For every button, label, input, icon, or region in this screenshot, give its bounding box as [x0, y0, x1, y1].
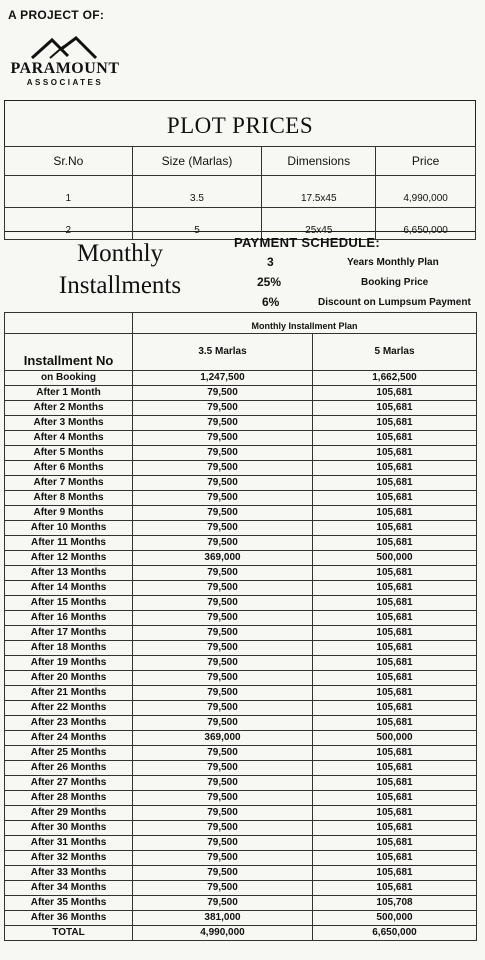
installment-amount: 105,681 [313, 791, 477, 806]
installment-label: After 25 Months [5, 746, 133, 761]
plot-table-header [5, 147, 476, 176]
installment-amount: 105,681 [313, 851, 477, 866]
installment-label: After 26 Months [5, 761, 133, 776]
installment-amount: 500,000 [313, 731, 477, 746]
table-row [5, 536, 477, 551]
schedule-label: Years Monthly Plan [347, 257, 439, 268]
installment-amount: 79,500 [133, 716, 313, 731]
installment-label: After 17 Months [5, 626, 133, 641]
installment-label: After 22 Months [5, 701, 133, 716]
table-row [5, 791, 477, 806]
cell: 2 [5, 208, 133, 240]
installment-amount: 105,681 [313, 686, 477, 701]
installment-amount: 79,500 [133, 776, 313, 791]
installment-label: After 34 Months [5, 881, 133, 896]
installment-amount: 79,500 [133, 461, 313, 476]
cell: 1 [5, 176, 133, 208]
table-row [5, 896, 477, 911]
cell: 3.5 [132, 176, 262, 208]
installment-label: After 10 Months [5, 521, 133, 536]
table-row [5, 701, 477, 716]
installment-label: After 12 Months [5, 551, 133, 566]
blank-cell [5, 313, 133, 334]
installment-amount: 79,500 [133, 506, 313, 521]
installment-amount: 105,681 [313, 761, 477, 776]
installment-amount: 79,500 [133, 521, 313, 536]
table-row [5, 401, 477, 416]
installment-label: After 11 Months [5, 536, 133, 551]
installment-label: After 2 Months [5, 401, 133, 416]
installment-amount: 79,500 [133, 761, 313, 776]
installment-label: After 31 Months [5, 836, 133, 851]
table-row [5, 416, 477, 431]
table-row [5, 821, 477, 836]
installment-amount: 105,681 [313, 536, 477, 551]
table-row [5, 656, 477, 671]
schedule-value: 6% [262, 295, 280, 309]
table-row [5, 476, 477, 491]
installment-amount: 105,681 [313, 806, 477, 821]
table-row [5, 746, 477, 761]
company-name: PARAMOUNT [10, 60, 120, 77]
table-row [5, 731, 477, 746]
table-row [5, 461, 477, 476]
installment-amount: 105,681 [313, 506, 477, 521]
cell: 17.5x45 [262, 176, 376, 208]
installment-label: After 13 Months [5, 566, 133, 581]
installment-amount: 79,500 [133, 566, 313, 581]
cell: 4,990,000 [376, 176, 476, 208]
installment-label: After 6 Months [5, 461, 133, 476]
table-row [5, 776, 477, 791]
installment-amount: 105,681 [313, 446, 477, 461]
installment-amount: 79,500 [133, 491, 313, 506]
installment-amount: 105,681 [313, 836, 477, 851]
table-row [5, 551, 477, 566]
company-subtitle: ASSOCIATES [26, 78, 104, 87]
installment-table [4, 312, 477, 941]
installment-label: After 3 Months [5, 416, 133, 431]
installment-amount: 105,681 [313, 476, 477, 491]
installment-label: After 8 Months [5, 491, 133, 506]
table-row [5, 686, 477, 701]
col-size: Size (Marlas) [132, 147, 262, 176]
installment-amount: 369,000 [133, 551, 313, 566]
installment-amount: 105,681 [313, 866, 477, 881]
installment-amount: 105,681 [313, 416, 477, 431]
installment-label: After 36 Months [5, 911, 133, 926]
installment-amount: 105,681 [313, 881, 477, 896]
table-row [5, 431, 477, 446]
installment-label: on Booking [5, 371, 133, 386]
installment-amount: 105,681 [313, 611, 477, 626]
heading-line: Monthly [76, 240, 164, 267]
installment-amount: 105,681 [313, 386, 477, 401]
heading-line: Installments [58, 272, 182, 299]
installment-amount: 79,500 [133, 536, 313, 551]
installment-label: After 9 Months [5, 506, 133, 521]
installment-label: After 30 Months [5, 821, 133, 836]
installment-amount: 105,681 [313, 641, 477, 656]
schedule-label: Booking Price [361, 277, 429, 288]
installment-column-header-row [5, 334, 477, 371]
monthly-installments-heading [30, 238, 210, 302]
installment-label: After 32 Months [5, 851, 133, 866]
installment-amount: 79,500 [133, 596, 313, 611]
installment-amount: 79,500 [133, 416, 313, 431]
table-row [5, 926, 477, 941]
table-row [5, 176, 476, 208]
plot-prices-box [4, 100, 476, 236]
installment-label: After 18 Months [5, 641, 133, 656]
col-sr-no: Sr.No [5, 147, 133, 176]
installment-amount: 105,681 [313, 626, 477, 641]
roof-logo-icon [30, 36, 100, 62]
table-row [5, 806, 477, 821]
installment-amount: 79,500 [133, 401, 313, 416]
installment-amount: 79,500 [133, 641, 313, 656]
project-label: A PROJECT OF: [8, 8, 105, 22]
installment-header-row [5, 313, 477, 334]
installment-amount: 105,708 [313, 896, 477, 911]
table-row [5, 641, 477, 656]
table-row [5, 911, 477, 926]
installment-label: After 4 Months [5, 431, 133, 446]
installment-label: After 20 Months [5, 671, 133, 686]
table-row [5, 596, 477, 611]
installment-amount: 79,500 [133, 611, 313, 626]
cell: 5 [132, 208, 262, 240]
installment-label: After 35 Months [5, 896, 133, 911]
installment-amount: 105,681 [313, 401, 477, 416]
schedule-value: 3 [267, 255, 274, 269]
installment-label: After 29 Months [5, 806, 133, 821]
payment-schedule-title: PAYMENT SCHEDULE: [234, 235, 380, 250]
installment-amount: 4,990,000 [133, 926, 313, 941]
plot-prices-title: PLOT PRICES [166, 113, 314, 138]
installment-amount: 369,000 [133, 731, 313, 746]
installment-amount: 105,681 [313, 431, 477, 446]
installment-amount: 79,500 [133, 671, 313, 686]
installment-amount: 79,500 [133, 746, 313, 761]
table-row [5, 386, 477, 401]
cell: 6,650,000 [376, 208, 476, 240]
installment-amount: 79,500 [133, 446, 313, 461]
installment-amount: 1,247,500 [133, 371, 313, 386]
table-row [5, 611, 477, 626]
installment-amount: 79,500 [133, 821, 313, 836]
installment-label: After 28 Months [5, 791, 133, 806]
installment-label: After 5 Months [5, 446, 133, 461]
installment-label: After 24 Months [5, 731, 133, 746]
installment-amount: 105,681 [313, 581, 477, 596]
installment-amount: 105,681 [313, 566, 477, 581]
installment-label: After 15 Months [5, 596, 133, 611]
schedule-value: 25% [257, 275, 282, 289]
installment-label: After 33 Months [5, 866, 133, 881]
installment-label: After 19 Months [5, 656, 133, 671]
installment-amount: 500,000 [313, 551, 477, 566]
installment-label: After 14 Months [5, 581, 133, 596]
table-row [5, 626, 477, 641]
table-row [5, 491, 477, 506]
installment-amount: 105,681 [313, 776, 477, 791]
installment-amount: 1,662,500 [313, 371, 477, 386]
plot-prices-table [4, 146, 476, 240]
table-row [5, 836, 477, 851]
table-row [5, 521, 477, 536]
installment-label: After 7 Months [5, 476, 133, 491]
table-row [5, 671, 477, 686]
col-3-5-marlas: 3.5 Marlas [133, 334, 313, 371]
installment-label: After 27 Months [5, 776, 133, 791]
installment-amount: 79,500 [133, 866, 313, 881]
installment-amount: 79,500 [133, 686, 313, 701]
installment-amount: 79,500 [133, 431, 313, 446]
installment-label: TOTAL [5, 926, 133, 941]
installment-amount: 105,681 [313, 596, 477, 611]
installment-amount: 105,681 [313, 461, 477, 476]
table-row [5, 446, 477, 461]
cell: 25x45 [262, 208, 376, 240]
table-row [5, 716, 477, 731]
installment-amount: 105,681 [313, 491, 477, 506]
installment-amount: 105,681 [313, 671, 477, 686]
installment-label: After 23 Months [5, 716, 133, 731]
installment-amount: 6,650,000 [313, 926, 477, 941]
installment-amount: 79,500 [133, 476, 313, 491]
table-row [5, 851, 477, 866]
table-row [5, 866, 477, 881]
installment-amount: 79,500 [133, 851, 313, 866]
installment-amount: 79,500 [133, 881, 313, 896]
col-installment-no: Installment No [5, 334, 133, 371]
installment-label: After 1 Month [5, 386, 133, 401]
col-5-marlas: 5 Marlas [313, 334, 477, 371]
installment-amount: 79,500 [133, 386, 313, 401]
installment-amount: 381,000 [133, 911, 313, 926]
col-dimensions: Dimensions [262, 147, 376, 176]
table-row [5, 881, 477, 896]
installment-amount: 79,500 [133, 701, 313, 716]
installment-amount: 105,681 [313, 716, 477, 731]
table-row [5, 761, 477, 776]
installment-amount: 105,681 [313, 746, 477, 761]
installment-amount: 500,000 [313, 911, 477, 926]
installment-amount: 79,500 [133, 626, 313, 641]
installment-amount: 79,500 [133, 896, 313, 911]
plan-title: Monthly Installment Plan [133, 313, 477, 334]
installment-amount: 79,500 [133, 581, 313, 596]
table-row [5, 581, 477, 596]
installment-amount: 79,500 [133, 656, 313, 671]
table-row [5, 566, 477, 581]
installment-amount: 105,681 [313, 821, 477, 836]
installment-amount: 105,681 [313, 521, 477, 536]
col-price: Price [376, 147, 476, 176]
installment-label: After 21 Months [5, 686, 133, 701]
installment-amount: 79,500 [133, 836, 313, 851]
installment-amount: 105,681 [313, 656, 477, 671]
company-logo [6, 36, 124, 94]
installment-amount: 105,681 [313, 701, 477, 716]
table-row [5, 371, 477, 386]
schedule-label: Discount on Lumpsum Payment [318, 297, 471, 308]
installment-amount: 79,500 [133, 806, 313, 821]
installment-amount: 79,500 [133, 791, 313, 806]
installment-label: After 16 Months [5, 611, 133, 626]
table-row [5, 506, 477, 521]
